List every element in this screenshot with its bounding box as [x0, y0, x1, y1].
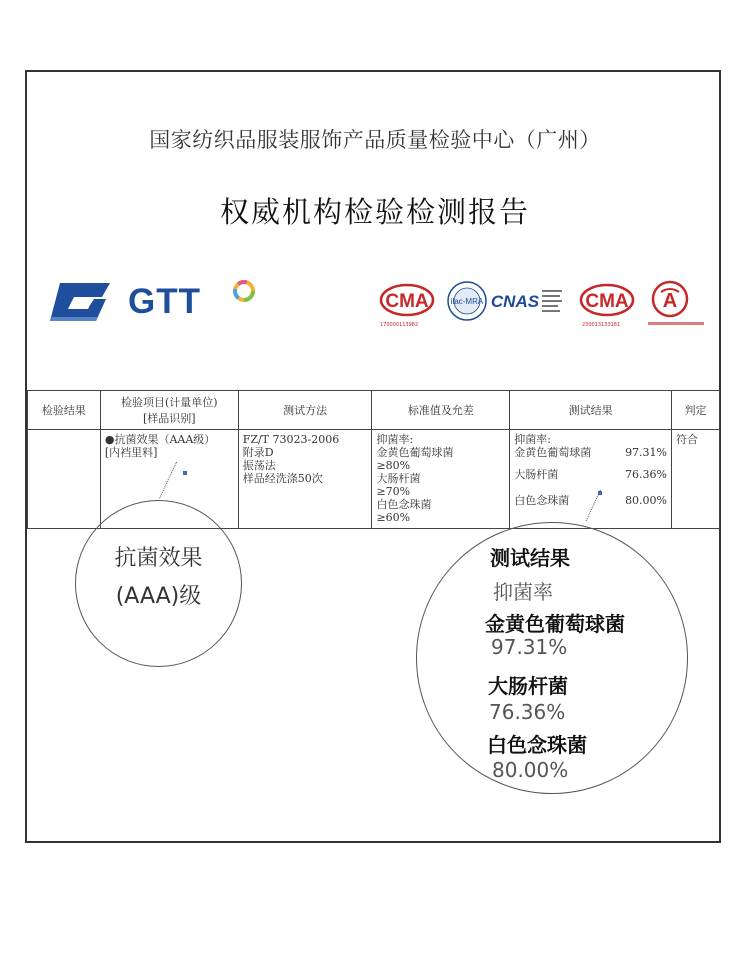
marker-pin-icon — [183, 471, 187, 475]
cell-test-result — [510, 430, 672, 529]
callout-antibacterial-text — [75, 540, 242, 616]
header-test-item — [100, 391, 238, 430]
result-name: 金黄色葡萄球菌 — [514, 446, 592, 459]
result-value: 97.31% — [625, 446, 668, 459]
standard-line: 抑菌率: — [376, 433, 414, 446]
callout-result-value: 97.31% — [491, 635, 568, 659]
gtt-emblem-icon — [50, 283, 110, 321]
header-standard: 标准值及允差 — [372, 391, 510, 430]
result-value: 76.36% — [625, 468, 668, 481]
standard-line: ≥60% — [376, 511, 411, 524]
table-header-row — [28, 391, 720, 430]
method-line: 振荡法 — [242, 459, 276, 472]
callout-result-name: 金黄色葡萄球菌 — [485, 612, 625, 636]
cnas-mark-icon — [491, 290, 562, 312]
result-name: 白色念珠菌 — [514, 494, 570, 507]
gtt-color-ring-icon — [235, 282, 253, 300]
callout-line: (AAA)级 — [115, 584, 202, 609]
cell-judgement: 符合 — [672, 430, 720, 529]
cma-mark-2-icon — [581, 285, 633, 315]
cell-standard — [372, 430, 510, 529]
callout-result-name: 白色念珠菌 — [487, 733, 587, 757]
result-title: 抑菌率: — [514, 433, 551, 446]
standard-line: ≥80% — [376, 459, 411, 472]
header-inspection-result: 检验结果 — [28, 391, 101, 430]
svg-text:A: A — [662, 290, 678, 312]
ilac-mra-mark-icon — [448, 282, 486, 320]
callout-result-value: 76.36% — [489, 700, 566, 724]
cal-mark-icon — [648, 282, 704, 325]
org-name: 国家纺织品服装服饰产品质量检验中心（广州） — [149, 128, 601, 152]
svg-text:CMA: CMA — [585, 291, 629, 312]
page-title: 权威机构检验检测报告 — [219, 195, 530, 229]
cert-caption-1: 170000113982 — [380, 322, 419, 328]
cma-mark-icon — [381, 285, 433, 315]
header-test-method: 测试方法 — [238, 391, 372, 430]
result-line — [514, 446, 667, 459]
svg-text:CMA: CMA — [385, 291, 429, 312]
header-sample-id: [样品识别] — [142, 412, 196, 425]
method-line: 样品经洗涤50次 — [242, 472, 323, 485]
standard-line: 金黄色葡萄球菌 — [376, 446, 454, 459]
standard-line: ≥70% — [376, 485, 411, 498]
test-item-sample: [内裆里料] — [104, 446, 158, 459]
header-judgement: 判定 — [672, 391, 720, 430]
header-test-result: 测试结果 — [510, 391, 672, 430]
callout-line: 抗菌效果 — [114, 546, 203, 571]
certification-marks — [372, 276, 707, 334]
test-item-name: ●抗菌效果（AAA级） — [104, 433, 216, 446]
svg-text:ilac-MRA: ilac-MRA — [450, 297, 484, 306]
result-value: 80.00% — [625, 494, 668, 507]
cell-inspection-result — [28, 430, 101, 529]
result-line — [514, 494, 667, 507]
standard-line: 大肠杆菌 — [376, 472, 421, 485]
method-line: FZ/T 73023-2006 — [242, 433, 340, 446]
result-line — [514, 468, 667, 481]
cell-test-method — [238, 430, 372, 529]
callout-result-value: 80.00% — [492, 758, 569, 782]
gtt-logo-text: GTT — [128, 282, 201, 321]
svg-text:CNAS: CNAS — [490, 292, 540, 311]
result-name: 大肠杆菌 — [514, 468, 559, 481]
callout-test-results — [416, 522, 688, 794]
callout-results-title: 测试结果 — [490, 546, 570, 570]
header-test-item-label: 检验项目(计量单位) — [120, 396, 218, 409]
cert-caption-2: 230013133181 — [582, 322, 621, 328]
callout-result-name: 大肠杆菌 — [488, 674, 568, 698]
method-line: 附录D — [242, 446, 274, 459]
callout-results-subtitle: 抑菌率 — [493, 580, 553, 604]
standard-line: 白色念珠菌 — [376, 498, 432, 511]
